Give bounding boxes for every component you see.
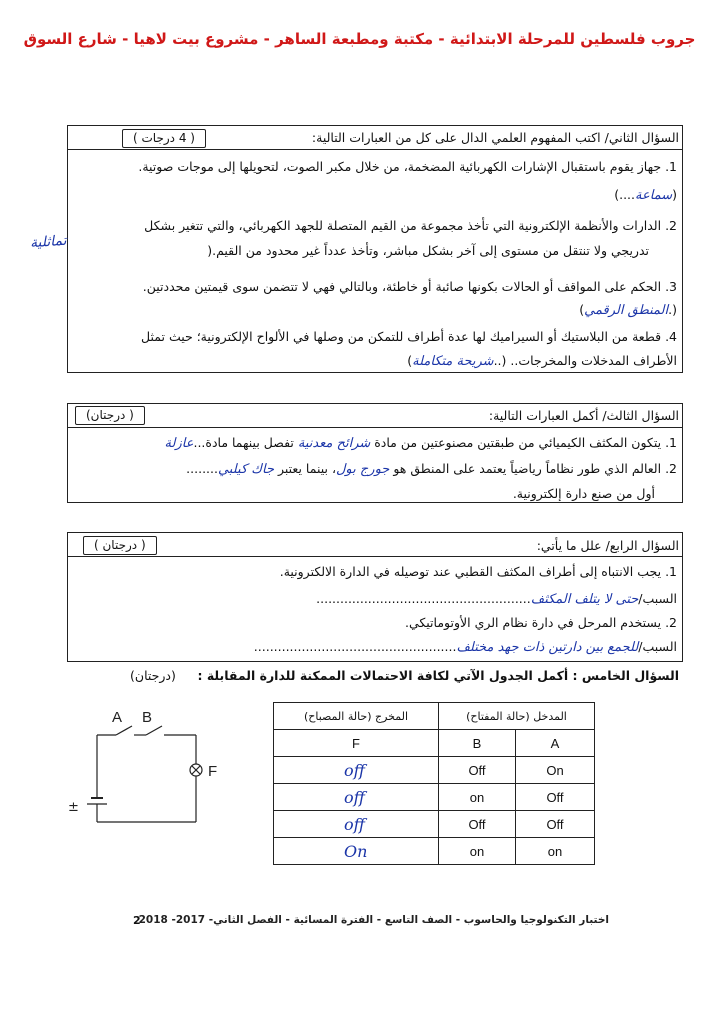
- q2-item-4-number: 4.: [665, 329, 677, 344]
- row-3-b: Off: [439, 811, 516, 838]
- row-1-f: off: [274, 757, 439, 784]
- row-2-f: off: [274, 784, 439, 811]
- row-4-a: on: [516, 838, 595, 865]
- q4-item-1-reason-label: السبب/: [638, 591, 677, 606]
- table-subheader-row: [274, 730, 595, 757]
- row-3-f: off: [274, 811, 439, 838]
- table-row: [274, 784, 595, 811]
- header-input: المدخل (حالة المفتاح): [439, 703, 595, 730]
- question-4-marks: ( درجتان ): [83, 536, 157, 555]
- q2-item-1-answer: سماعة: [635, 188, 673, 203]
- q2-item-2-text: الدارات والأنظمة الإلكترونية التي تأخذ مجموعة من القيم المتصلة للجهد الكهربائي، والتي تتغير بشكل: [144, 218, 662, 233]
- row-2-a: Off: [516, 784, 595, 811]
- col-a: A: [516, 730, 595, 757]
- q4-item-1-reason: السبب/حتى لا يتلف المكثف......................................................: [316, 591, 677, 607]
- row-4-b: on: [439, 838, 516, 865]
- q2-item-4-text: قطعة من البلاستيك أو السيراميك لها عدة أطراف للتمكن من وصلها في الألواح الإلكترونية؛ حيث تمثل: [141, 329, 662, 344]
- q4-item-2-answer: للجمع بين دارتين ذات جهد مختلف: [456, 640, 639, 655]
- q2-item-3-number: 3.: [665, 279, 677, 294]
- q4-item-1: 1. يجب الانتباه إلى أطراف المكثف القطبي عند توصيله في الدارة الالكترونية.: [279, 564, 677, 579]
- circuit-diagram: [60, 700, 230, 840]
- q2-item-3-answer-line: (.المنطق الرقمي): [579, 302, 677, 318]
- q3-item-2-answer-a: جورج بول: [335, 462, 390, 477]
- q2-item-4: [141, 328, 677, 346]
- q3-item-1: 1. يتكون المكثف الكيميائي من طبقتين مصنوعتين من مادة شرائح معدنية تفصل بينهما مادة...عازلة: [164, 435, 677, 451]
- q2-item-2-answer: تماثلية: [29, 232, 68, 252]
- q2-item-2: [144, 217, 677, 235]
- q3-item-2: 2. العالم الذي طور نظاماً رياضياً يعتمد على المنطق هو جورج بول، بينما يعتبر جاك كيلبي........: [186, 461, 677, 477]
- q2-item-2-line-2: تدريجي ولا تنتقل من مستوى إلى آخر بشكل مباشر، وتأخذ عدداً غير محدود من القيم.(: [207, 243, 649, 258]
- q2-item-3: [143, 278, 677, 296]
- q2-item-1: [138, 158, 677, 176]
- col-b: B: [439, 730, 516, 757]
- label-f: F: [208, 763, 218, 780]
- table-row: [274, 811, 595, 838]
- row-2-b: on: [439, 784, 516, 811]
- switch-a-lever: [116, 726, 132, 735]
- truth-table: [273, 702, 595, 865]
- q3-item-2-line-2: أول من صنع دارة إلكترونية.: [512, 486, 655, 501]
- question-4-title: السؤال الرابع/ علل ما يأتي:: [536, 538, 679, 553]
- q3-item-1-answer-b: عازلة: [164, 436, 194, 451]
- q3-item-1-answer-a: شرائح معدنية: [297, 436, 371, 451]
- q2-item-4-answer: شريحة متكاملة: [412, 354, 494, 369]
- page-footer: اختبار التكنولوجيا والحاسوب - الصف التاسع - الفترة المسائية - الفصل الثاني- 2017- 2018: [138, 914, 609, 926]
- q2-item-4-line-2: الأطراف المدخلات والمخرجات.. (..شريحة متكاملة): [407, 353, 677, 369]
- row-1-a: On: [516, 757, 595, 784]
- question-5-title: السؤال الخامس : أكمل الجدول الآتي لكافة الاحتمالات الممكنة للدارة المقابلة :: [197, 668, 679, 683]
- q2-item-1-number: 1.: [665, 159, 677, 174]
- page-header: جروب فلسطين للمرحلة الابتدائية - مكتبة ومطبعة الساهر - مشروع بيت لاهيا - شارع السوق: [23, 30, 696, 48]
- q4-item-2: 2. يستخدم المرحل في دارة نظام الري الأوتوماتيكي.: [404, 615, 677, 630]
- q2-item-3-text: الحكم على المواقف أو الحالات بكونها صائبة أو خاطئة، وبالتالي فهي لا تتضمن سوى قيمتين محددتين.: [142, 279, 662, 294]
- q4-item-1-answer: حتى لا يتلف المكثف: [530, 592, 639, 607]
- question-2-marks: ( 4 درجات ): [122, 129, 206, 148]
- table-header-row: [274, 703, 595, 730]
- q2-item-3-answer: المنطق الرقمي: [584, 303, 669, 318]
- header-output: المخرج (حالة المصباح): [274, 703, 439, 730]
- battery-polarity: ±: [68, 800, 79, 815]
- q2-item-1-text: جهاز يقوم باستقبال الإشارات الكهربائية المضخمة، من خلال مكبر الصوت، لتحويلها إلى موجات صوتية.: [138, 159, 662, 174]
- q3-item-2-answer-b: جاك كيلبي: [217, 462, 274, 477]
- table-row: [274, 838, 595, 865]
- question-3-marks: ( درجتان): [75, 406, 145, 425]
- row-1-b: Off: [439, 757, 516, 784]
- question-2-title: السؤال الثاني/ اكتب المفهوم العلمي الدال على كل من العبارات التالية:: [311, 130, 679, 145]
- label-a: A: [112, 709, 123, 726]
- label-b: B: [142, 709, 153, 726]
- q4-item-2-reason-label: السبب/: [638, 639, 677, 654]
- row-3-a: Off: [516, 811, 595, 838]
- switch-b-lever: [146, 726, 162, 735]
- row-4-f: On: [274, 838, 439, 865]
- page-number: 2: [133, 914, 141, 927]
- col-f: F: [274, 730, 439, 757]
- question-5-marks: (درجتان): [130, 668, 176, 683]
- question-3-title: السؤال الثالث/ أكمل العبارات التالية:: [488, 408, 679, 423]
- table-row: [274, 757, 595, 784]
- q2-item-1-answer-line: (سماعة....): [614, 187, 677, 203]
- q4-item-2-reason: السبب/للجمع بين دارتين ذات جهد مختلف...................................................: [253, 639, 677, 655]
- q2-item-2-number: 2.: [665, 218, 677, 233]
